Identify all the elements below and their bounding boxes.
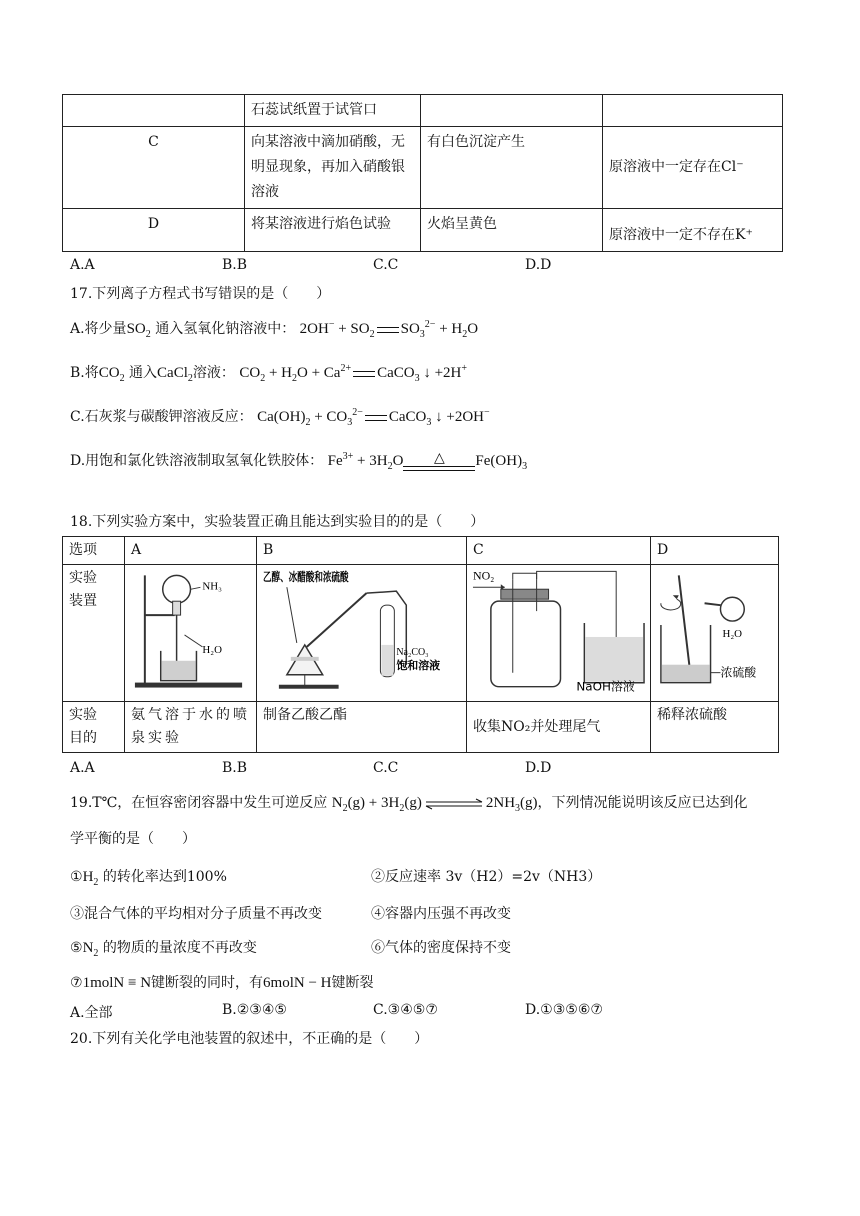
purpose-a [125, 702, 257, 753]
table-row [63, 702, 779, 753]
no2-apparatus-image [467, 565, 650, 693]
item-text: 的物质的量浓度不再改变 [102, 940, 257, 956]
option-b[interactable]: B.②③④⑤ [222, 1002, 287, 1018]
q17-stem: 17.下列离子方程式书写错误的是（ ） [70, 286, 331, 302]
option-text: 通入 [129, 365, 158, 381]
option-c[interactable]: C.C [373, 760, 399, 776]
q18-table [62, 536, 779, 753]
table-row [63, 565, 779, 702]
reversible-arrow-icon [424, 798, 484, 810]
row-label-text: 实验装置 [69, 570, 97, 609]
purpose-d: 稀释浓硫酸 [651, 702, 779, 753]
q19-stem-line2: 学平衡的是（ ） [70, 831, 196, 847]
conclusion-text: 原溶液中一定不存在K⁺ [609, 227, 753, 243]
row-label-text: 实验目的 [69, 707, 97, 746]
q19-item-4: ④容器内压强不再改变 [371, 906, 511, 922]
option-text: 通入氢氧化钠溶液中： [155, 321, 296, 337]
conclusion-text: 原溶液中一定存在Cl⁻ [609, 159, 744, 175]
apparatus-d [651, 565, 779, 702]
option-c[interactable]: C.③④⑤⑦ [373, 1002, 438, 1018]
phenomenon-cell: 火焰呈黄色 [421, 209, 603, 252]
label-na2co3: Na₂CO₃ [396, 646, 429, 658]
table-row [63, 95, 783, 127]
q19-item-6: ⑥气体的密度保持不变 [371, 940, 511, 956]
q18-stem: 18.下列实验方案中，实验装置正确且能达到实验目的的是（ ） [70, 514, 485, 530]
option-d[interactable]: D.D [525, 257, 552, 273]
table-row [63, 209, 783, 252]
q19-stem-line1: 19.T℃，在恒容密闭容器中发生可逆反应 $N_2(g) + 3H_2(g)$ $2NH_3(g)$，下列情况能说明该反应已达到化 [70, 795, 748, 814]
table-cell [603, 95, 783, 127]
purpose-text: 收集NO₂并处理尾气 [473, 718, 601, 735]
option-d[interactable]: D.①③⑤⑥⑦ [525, 1002, 603, 1018]
table-cell: 石蕊试纸置于试管口 [245, 95, 421, 127]
table-cell [421, 95, 603, 127]
option-label: D [63, 209, 245, 252]
conclusion-cell [603, 209, 783, 252]
fountain-apparatus-image [125, 565, 256, 693]
item-text: 键断裂的同时，有 [151, 975, 264, 991]
q17-option-b[interactable]: B.将$CO_2$ 通入CaCl$_2$溶液： $CO_2 + H_2O + Ca^{2+}$ CaCO$_3$ ↓ +2H+ [70, 363, 468, 384]
apparatus-c [467, 565, 651, 702]
q16-table [62, 94, 783, 252]
operation-cell: 向某溶液中滴加硝酸，无明显现象，再加入硝酸银溶液 [245, 127, 421, 209]
dilution-apparatus-image [651, 565, 778, 693]
q19-item-5: $⑤N_2$ 的物质的量浓度不再改变 [70, 940, 257, 959]
option-text: A.将少量 [70, 321, 127, 337]
option-a[interactable]: A.A [70, 760, 95, 776]
option-d[interactable]: D.D [525, 760, 552, 776]
option-a[interactable]: A.A [70, 257, 95, 273]
label-reagents: 乙醇、冰醋酸和浓硫酸 [262, 570, 383, 585]
q17-option-a[interactable]: A.将少量$SO_2$ 通入氢氧化钠溶液中： $2OH^- + SO_2$ $SO_3^{2-} + H_2O$ [70, 319, 479, 340]
table-header: D [651, 537, 779, 565]
option-text: B.将 [70, 365, 99, 381]
row-label [63, 702, 125, 753]
label-h2o: H₂O [202, 643, 222, 656]
operation-cell: 将某溶液进行焰色试验 [245, 209, 421, 252]
q17-option-c[interactable]: C.石灰浆与碳酸钾溶液反应： $Ca(OH)_2 + CO_3^{2-}$ CaCO$_3$ ↓ +2OH− [70, 407, 490, 428]
option-text: 溶液： [192, 365, 235, 381]
label-conc-h2so4: 浓硫酸 [720, 665, 757, 680]
q20-stem: 20.下列有关化学电池装置的叙述中，不正确的是（ ） [70, 1031, 429, 1047]
heat-arrow: △ [403, 453, 475, 471]
table-header: B [257, 537, 467, 565]
phenomenon-cell: 有白色沉淀产生 [421, 127, 603, 209]
option-a[interactable]: A.全部 [70, 1005, 113, 1021]
option-text: D.用饱和氯化铁溶液制取氢氧化铁胶体： [70, 453, 324, 469]
item-text: 键断裂 [331, 975, 374, 991]
q19-item-1: $①H_2$ 的转化率达到100% [70, 869, 227, 888]
q19-item-2: ②反应速率 3v（H2）=2v（NH3） [371, 869, 602, 885]
row-label [63, 565, 125, 702]
option-b[interactable]: B.B [222, 760, 248, 776]
label-nh3: NH₃ [202, 580, 222, 593]
purpose-text: 氨气溶于水的喷泉实验 [131, 707, 250, 746]
option-c[interactable]: C.C [373, 257, 399, 273]
purpose-b: 制备乙酸乙酯 [257, 702, 467, 753]
table-cell [63, 95, 245, 127]
table-header: A [125, 537, 257, 565]
purpose-c [467, 702, 651, 753]
label-saturated: 饱和溶液 [396, 658, 441, 672]
table-header: C [467, 537, 651, 565]
q19-item-3: ③混合气体的平均相对分子质量不再改变 [70, 906, 322, 922]
conclusion-cell [603, 127, 783, 209]
q17-option-d[interactable]: D.用饱和氯化铁溶液制取氢氧化铁胶体： $Fe^{3+} + 3H_2O$ △ $Fe(OH)_3$ [70, 450, 528, 472]
option-label: C [63, 127, 245, 209]
option-b[interactable]: B.B [222, 257, 248, 273]
apparatus-a [125, 565, 257, 702]
q19-item-7: ⑦1molN ≡ N键断裂的同时，有6molN − H键断裂 [70, 975, 374, 991]
item-text: 的转化率达到100% [102, 869, 227, 885]
option-text: C.石灰浆与碳酸钾溶液反应： [70, 409, 253, 425]
table-header: 选项 [63, 537, 125, 565]
table-row [63, 127, 783, 209]
apparatus-b [257, 565, 467, 702]
label-no2: NO₂ [472, 568, 495, 583]
stem-text: ，下列情况能说明该反应已达到化 [537, 795, 748, 811]
label-naoh: NaOH溶液 [576, 679, 635, 693]
ester-apparatus-image [257, 565, 466, 693]
label-h2o-d: H₂O [722, 627, 742, 640]
table-header-row [63, 537, 779, 565]
stem-text: 19.T℃，在恒容密闭容器中发生可逆反应 [70, 795, 328, 811]
